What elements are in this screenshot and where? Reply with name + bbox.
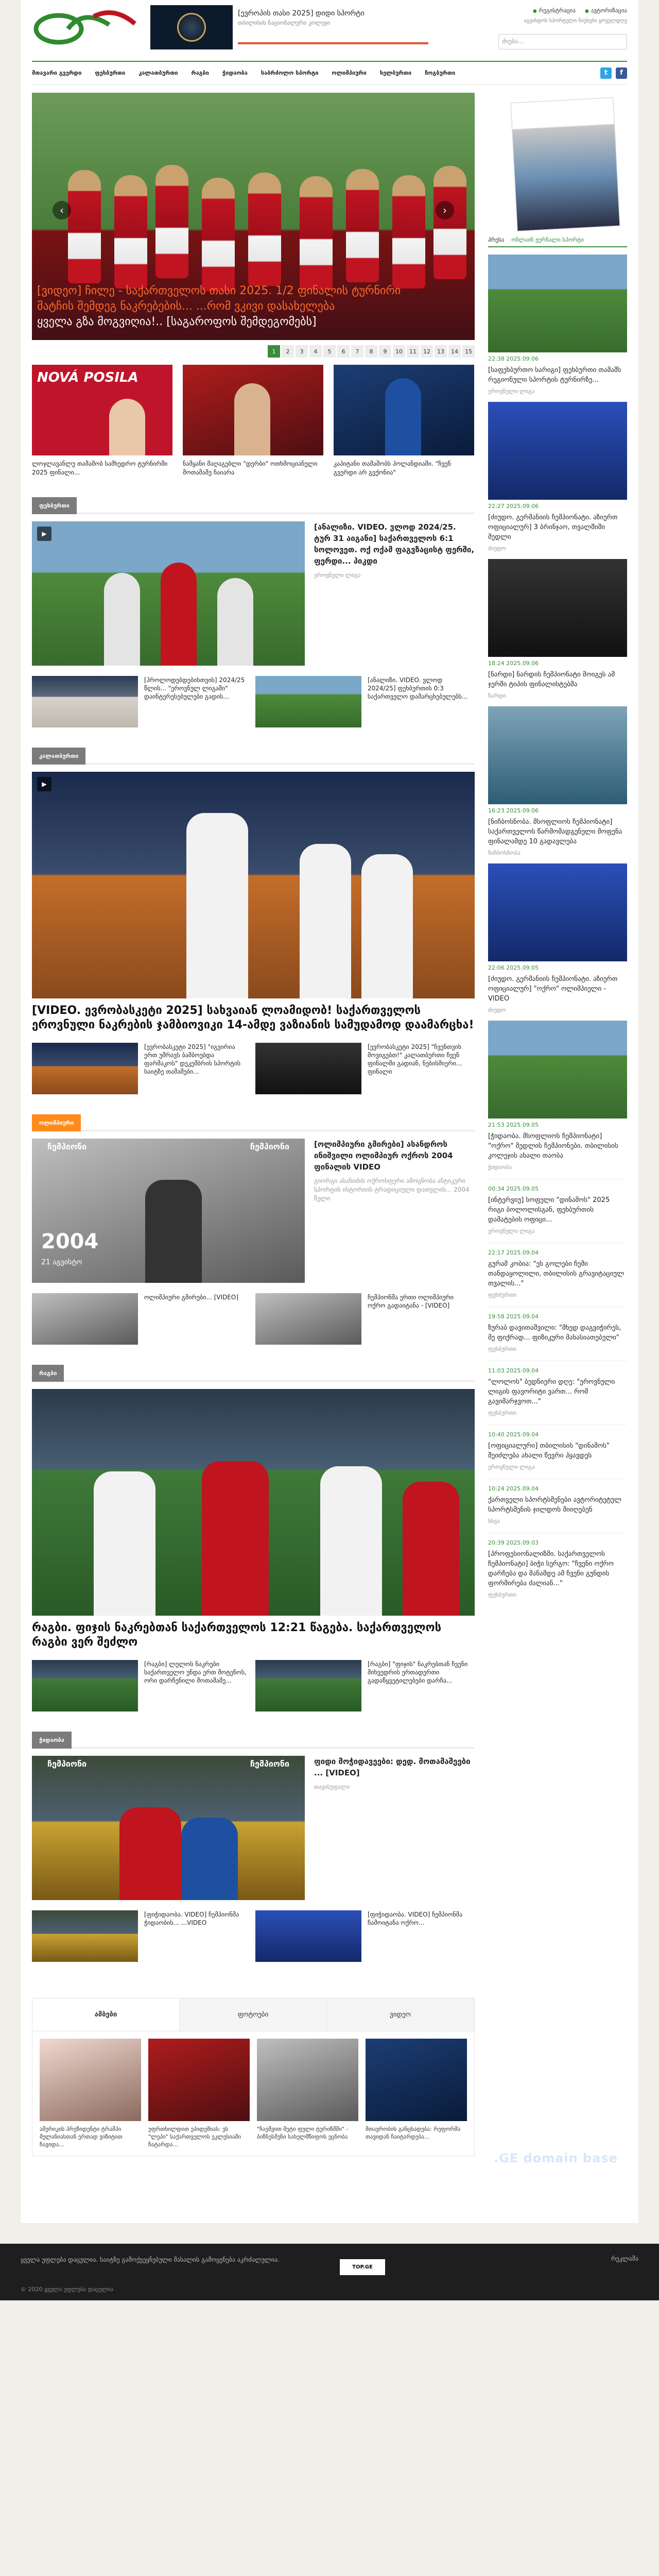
section-item-image: [255, 1043, 361, 1094]
news-title: [ოფიციალური] თბილისის "დინამოს" შეიძლება ახალი წევრი ჰყავდეს: [488, 1442, 610, 1460]
pager-page[interactable]: 2: [282, 345, 294, 358]
section-item-title: [ანალიზი. VIDEO. ვლოდ 2024/25] ფეხბურთის 0:3 საქართველო დამარცხებულებს...: [368, 676, 468, 700]
news-timestamp: 22:38 2025.09.06: [488, 355, 539, 362]
footer-copyright-note: ყველა უფლება დაცულია. საიტზე გამოქვეყნებული მასალის გამოყენება აკრძალულია.: [21, 2256, 280, 2263]
section-main-image[interactable]: [32, 521, 305, 666]
pager-page[interactable]: 4: [309, 345, 322, 358]
tile-image: [183, 365, 323, 455]
news-timestamp: 10:24 2025.09.04: [488, 1485, 539, 1492]
magazine-cover[interactable]: [511, 97, 620, 231]
section-main-image[interactable]: [32, 772, 475, 998]
news-image: [488, 706, 627, 804]
section-item-image: [32, 676, 138, 727]
login-link[interactable]: ● ავტორიზაცია: [585, 7, 627, 14]
section-description: გიორგი ასანიძის ოქროსფერი ამოცნობა ანტიკური სპორტის ისტორიის ტრადიციული დათვლის... 2004 წელი: [314, 1177, 470, 1202]
section-item-title: [ევრობასკეტი 2025] "იგვირია ერთ უმრავს ბამბოებდა ფარმაკოს" დეკემბრის სპორტის საიტზე თამაშები...: [144, 1043, 241, 1075]
site-header: [32, 0, 627, 61]
news-timestamp: 00:34 2025.09.05: [488, 1185, 539, 1192]
nav-rugby[interactable]: რაგბი: [191, 70, 209, 76]
news-timestamp: 22:06 2025.09.05: [488, 964, 539, 971]
pager-page[interactable]: 8: [365, 345, 377, 358]
pager-page[interactable]: 3: [296, 345, 308, 358]
section-item-title: [ევრობასკეტი 2025] "ჩვენთვის მოვიგებთ!" კალათბურთი ჩვენ ფინალში გადიან, ნებისმიერი... ფინალი: [368, 1043, 462, 1075]
section-tag[interactable]: კალათბურთი: [32, 748, 85, 765]
pager-page[interactable]: 15: [462, 345, 475, 358]
news-category: სხვა: [488, 1518, 500, 1524]
section-item[interactable]: [255, 1293, 472, 1345]
news-category: ფეხბურთი: [488, 1591, 517, 1598]
section-tag[interactable]: ფეხბურთი: [32, 497, 77, 514]
section-headline[interactable]: რაგბი. ფიჯის ნაკრებთან საქართველოს 12:21 წაგება. საქართველოს რაგბი ვერ შეძლო: [32, 1621, 442, 1649]
tile-caption: ლოჯლავანლუ თამაშობ სამხედრო ტურნირში 2025 ფინალი...: [32, 460, 168, 476]
section-item-title: ჩემპიონმა ერთი ოლიმპიური ოქრო გადაიტანა - [VIDEO]: [368, 1294, 454, 1309]
ad-subtitle: თბილისის ნაციონალური კოლეჯი: [238, 20, 331, 26]
section-item[interactable]: [32, 1660, 248, 1711]
sidebar-text-news[interactable]: [488, 1533, 627, 1598]
partner-news-box: [32, 1998, 475, 2156]
pager-page[interactable]: 9: [379, 345, 391, 358]
sidebar-text-news[interactable]: [488, 1479, 627, 1524]
main-column: [32, 93, 475, 2156]
news-timestamp: 20:39 2025.09.03: [488, 1539, 539, 1546]
site-footer: [0, 2244, 659, 2300]
image-overlay-text: ჩემპიონი ჩემპიონი: [47, 1759, 289, 1769]
section-tag[interactable]: ოლიმპიური: [32, 1114, 81, 1131]
sidebar-text-news[interactable]: [488, 1307, 627, 1352]
sidebar-text-news[interactable]: [488, 1361, 627, 1416]
section-item[interactable]: [255, 1043, 472, 1094]
section-headline[interactable]: [VIDEO. ევრობასკეტი 2025] სახვაიან ლოამიდობ! საქართველოს ეროვნული ნაკრების ჯამბიოვიკი 14-ამდე ვაზიანის სამუდამოდ დაამარცხა!: [32, 1004, 474, 1031]
sidebar-news-list: [488, 255, 627, 1598]
pager-page[interactable]: 1: [268, 345, 280, 358]
pager-page[interactable]: 12: [421, 345, 433, 358]
partner-item[interactable]: [257, 2039, 358, 2148]
slider-prev-icon[interactable]: ‹: [53, 201, 71, 219]
news-category: ძიუდო: [488, 545, 506, 552]
sidebar-news-item[interactable]: [488, 402, 627, 552]
news-title: [პროფესიონალიზმი. საქართველოს ჩემპიონატი] ბიჭი სერგო: "ჩვენი ოქრო დარჩება და მანამდე ამ ჩვენი გუნდის ფორმირება ძალიან...": [488, 1550, 614, 1587]
tile-image: NOVÁ POSILA: [32, 365, 172, 455]
site-logo[interactable]: [32, 6, 140, 47]
slider-pager: [32, 345, 475, 358]
magazine-block[interactable]: [488, 93, 627, 247]
play-icon: ▶: [37, 527, 51, 541]
section-item-image: [32, 1293, 138, 1345]
news-image: [488, 255, 627, 352]
slider-title[interactable]: [ვიდეო] ჩილე - საქართველოს თასი 2025. 1/2 ფინალის ტურნირი მატჩის შემდეგ ნაკრებების... ...რომ ვკივი დასახელება ყველა გზა მოგვიღია!.. [საგაროფოს შემდეგომებს]: [37, 284, 401, 328]
section-main-image[interactable]: [32, 1389, 475, 1616]
partner-item-title: "ჩაეშვით მეტი ფული ტურიზმში" - ბიზნესმენი სახელმწიფოს ეცნობა: [257, 2126, 349, 2140]
nav-handball[interactable]: ხელბურთი: [379, 70, 412, 76]
section-header-rugby: [32, 1359, 475, 1382]
news-title: [ნარდი] ნარდის ჩემპიონატი მოიგეს ამ ჯერში ტიპის ფინალისტებმა: [488, 671, 615, 688]
partner-tab[interactable]: ამბები: [32, 1998, 180, 2031]
section-item-image: [32, 1660, 138, 1711]
nav-combat[interactable]: საბრძოლო სპორტი: [261, 70, 319, 76]
partner-item-image: [257, 2039, 358, 2121]
section-source: თავისუფალი: [314, 1784, 350, 1790]
pager-page[interactable]: 5: [323, 345, 336, 358]
slider-next-icon[interactable]: ›: [436, 201, 454, 219]
section-source: ეროვნული ლიგა: [314, 572, 361, 579]
main-nav: [32, 61, 627, 84]
news-title: [ძიუდო. გერმანიის ჩემპიონატი. აზიერთ ოფიციალურ] "ოქრო" ოლიმპიელი - VIDEO: [488, 975, 618, 1003]
footer-ads-link[interactable]: რეკლამა: [611, 2255, 638, 2262]
news-title: [ნიჩბოსნობა. მსოფლიოს ჩემპიონატი] საქართველოს წარმომადგენელი მოფენა ფინალამდე 10 გადავლება: [488, 818, 622, 845]
nav-wrestling[interactable]: ჭიდაობა: [222, 70, 248, 76]
ge-domain-logo[interactable]: .GE domain base: [493, 2151, 618, 2165]
news-category: ეროვნული ლიგა: [488, 1464, 535, 1470]
news-category: ფეხბურთი: [488, 1410, 517, 1416]
section-headline[interactable]: ფიდი მოჭიდავეები: დედ. მოთამაშეები ... [VIDEO]: [314, 1757, 471, 1777]
news-image: [488, 559, 627, 657]
pager-page[interactable]: 10: [393, 345, 405, 358]
section-header-olympic: [32, 1109, 475, 1131]
nav-olympic[interactable]: ოლიმპიური: [332, 70, 367, 76]
news-timestamp: 10:40 2025.09.04: [488, 1431, 539, 1438]
magazine-label: პრესა: [488, 236, 505, 243]
section-item-image: [255, 676, 361, 727]
news-category: ფეხბურთი: [488, 1346, 517, 1352]
section-main-image[interactable]: [32, 1756, 305, 1900]
section-item[interactable]: [32, 1910, 248, 1962]
news-image: [488, 402, 627, 500]
section-item-image: [255, 1293, 361, 1345]
news-category: ნარდი: [488, 692, 506, 699]
news-timestamp: 21:53 2025.09.05: [488, 1122, 539, 1128]
image-overlay-text: ჩემპიონი ჩემპიონი: [47, 1142, 289, 1151]
news-timestamp: 22:17 2025.09.04: [488, 1249, 539, 1256]
partner-item-title: უფრთხილდით ეპიდემიას: ეს "ლეპი" საქართველოს ეკლესიაში ჩატარდა...: [148, 2126, 241, 2148]
news-timestamp: 22:27 2025.09.06: [488, 503, 539, 510]
twitter-icon[interactable]: t: [600, 67, 612, 79]
news-category: ეროვნული ლიგა: [488, 1228, 535, 1234]
pager-page[interactable]: 7: [351, 345, 363, 358]
partner-item[interactable]: [148, 2039, 250, 2148]
pager-page[interactable]: 6: [337, 345, 350, 358]
sidebar-news-item[interactable]: [488, 1021, 627, 1171]
section-headline[interactable]: [ოლიმპიური გმირები] ასანდროს ინიშვილი ოლიმპიურ ოქროს 2004 ფინალის VIDEO: [314, 1140, 453, 1172]
pager-page[interactable]: 13: [435, 345, 447, 358]
ad-accent-bar: [238, 42, 428, 44]
news-title: [ინტერვიუ] სოფელი "დინამოს" 2025 რიგი ბოლოლისგან, ფეხბურთის დამატების ოფიცი...: [488, 1196, 610, 1224]
news-category: ნიჩბოსნობა: [488, 850, 521, 856]
news-title: გურამ კობია: "ეს გოლები ჩემი თანდაყოლილი, თბილისის გრავიტაციულ თვალის...": [488, 1260, 625, 1287]
section-header-wrestling: [32, 1726, 475, 1749]
section-item-image: [32, 1043, 138, 1094]
section-item-image: [32, 1910, 138, 1962]
sidebar-news-item[interactable]: [488, 255, 627, 395]
image-year: 2004 21 აგვისტო: [41, 1230, 99, 1266]
section-item-image: [255, 1660, 361, 1711]
tile-image: [334, 365, 474, 455]
magazine-link[interactable]: ონლაინ ჟურნალი სპორტი: [511, 236, 584, 243]
section-item-title: [რაგბი] "ფიჯის" ნაკრებთან ჩვენი მიხვედრის ერთადერთი გადაწყვეტილებები დარჩა...: [368, 1660, 468, 1684]
news-category: ჭიდაობა: [488, 1164, 512, 1171]
nav-basketball[interactable]: კალათბურთი: [138, 70, 178, 76]
section-item-image: [255, 1910, 361, 1962]
partner-item-image: [148, 2039, 250, 2121]
news-title: ქართველი სპორტსმენები ავტორიტეტულ სპორტსმენის ჯილდოს მიიღებენ: [488, 1496, 621, 1514]
partner-item[interactable]: [40, 2039, 141, 2148]
section-item-title: [ჰროლოდებდებისთვის] 2024/25 წლის... "ეროვნულ ლიგაში" დაინტერესებულები გადის...: [144, 676, 245, 700]
partner-item-image: [40, 2039, 141, 2121]
section-tag[interactable]: რაგბი: [32, 1365, 64, 1382]
section-item-title: [ფიჭიდაობა. VIDEO] ჩემპიონმა ჭიდაობის... ...VIDEO: [144, 1911, 239, 1926]
partner-item[interactable]: [366, 2039, 467, 2148]
pager-page[interactable]: 11: [407, 345, 419, 358]
news-timestamp: 16:23 2025.09.06: [488, 807, 539, 814]
section-item[interactable]: [255, 676, 472, 727]
news-category: ეროვნული ლიგა: [488, 388, 535, 395]
sidebar-text-news[interactable]: [488, 1179, 627, 1234]
section-item[interactable]: [32, 1293, 248, 1345]
section-main-image[interactable]: [32, 1139, 305, 1283]
news-timestamp: 18:24 2025.09.06: [488, 660, 539, 667]
sidebar-text-news[interactable]: [488, 1425, 627, 1470]
partner-item-title: ამერიკის პრეზიდენტი ტრამპი მელანიასთან ერთად ვიზიტით ჩავიდა...: [40, 2126, 123, 2148]
featured-tile[interactable]: [334, 365, 474, 477]
search-input[interactable]: ძიება...: [498, 34, 627, 49]
visitor-counter[interactable]: TOP.GE: [340, 2259, 385, 2275]
news-title: [ჭიდაობა. მსოფლიოს ჩემპიონატი] "ოქრო" მედლის ჩემპიონები. თბილისის კოლეჯის ახალი თაობა: [488, 1132, 618, 1160]
news-title: [ძიუდო. გერმანიის ჩემპიონატი. აზიერთ ოფიციალურ] 3 ბრინჯაო, თვალშიში მედლი: [488, 514, 618, 541]
section-item[interactable]: [32, 1043, 248, 1094]
news-timestamp: 11:03 2025.09.04: [488, 1367, 539, 1374]
news-category: ფეხბურთი: [488, 1292, 517, 1298]
news-category: ძიუდო: [488, 1007, 506, 1013]
featured-tile[interactable]: [183, 365, 323, 477]
sidebar-news-item[interactable]: [488, 706, 627, 856]
nav-football[interactable]: ფეხბურთი: [95, 70, 126, 76]
featured-tile[interactable]: [32, 365, 172, 477]
section-item[interactable]: [32, 676, 248, 727]
section-item[interactable]: [255, 1660, 472, 1711]
pager-page[interactable]: 14: [448, 345, 461, 358]
partner-item-title: მთავრობის განცხადება: რეფორმა თავიდან ჩაიტარდება...: [366, 2126, 461, 2140]
nav-tennis[interactable]: ჩოგბურთი: [425, 70, 456, 76]
tile-caption: ნამყანი მაღაგებლი "დერბი" ოთხმოციანელი მოთამაშე ჩაიარა: [183, 460, 318, 476]
section-item-title: ოლიმპიური გმირები... [VIDEO]: [144, 1294, 238, 1301]
news-image: [488, 863, 627, 961]
news-title: ზურაბ დავითაშვილი: "მხედ დაგვიჭირეს, მე ფიქრად... ფიზიკური მახასიათებელი": [488, 1324, 621, 1342]
sidebar-text-news[interactable]: [488, 1243, 627, 1298]
section-tag[interactable]: ჭიდაობა: [32, 1732, 72, 1749]
news-title: "ლოლოს" ბედნიერი დღე: "ეროვნული ლიგის ფავორიტი ვართ... რომ გავიმარჯვოთ...": [488, 1378, 615, 1405]
header-note: აგვისტოს სპორტული ნიუსები ყოველდღე: [524, 18, 627, 24]
nav-home[interactable]: მთავარი გვერდი: [32, 70, 82, 76]
ad-title: [ევროპის თასი 2025] დიდი სპორტი: [238, 9, 365, 18]
sidebar-news-item[interactable]: [488, 559, 627, 699]
partner-item-image: [366, 2039, 467, 2121]
news-timestamp: 19:58 2025.09.04: [488, 1313, 539, 1320]
partner-tab[interactable]: ფოტოები: [180, 1998, 327, 2031]
sidebar: [488, 93, 627, 2156]
section-item[interactable]: [255, 1910, 472, 1962]
section-item-title: [რაგბი] ლელოს ნაკრები საქართველო უნდა ერთ მოტენოს, ორი დარჩენილი მოთამაშე...: [144, 1660, 247, 1684]
hero-slider[interactable]: [32, 93, 475, 340]
footer-copyright: © 2020 ყველა უფლება დაცულია: [21, 2286, 114, 2293]
register-link[interactable]: ● რეგისტრაცია: [533, 7, 576, 14]
section-item-title: [ფიჭიდაობა. VIDEO] ჩემპიონმა ჩამოიტანა ოქრო...: [368, 1911, 463, 1926]
section-headline[interactable]: [ანალიზი. VIDEO. ვლოდ 2024/25. ტურ 31 აიგანი] საქართველოს 6:1 სოლოვეთ. ოქ ოქამ ფაგვზაცისტ ფერში, ფერდი... პიკდი: [314, 522, 475, 566]
sidebar-news-item[interactable]: [488, 863, 627, 1013]
tile-caption: კაპიტანი თამაშობს ჰოლანდიაში. "ჩვენ გვერდი არ გვქონია": [334, 460, 451, 476]
ad-thumbnail: [150, 5, 233, 49]
facebook-icon[interactable]: f: [616, 67, 627, 79]
featured-tiles: [32, 365, 475, 477]
section-header-football: [32, 492, 475, 514]
news-image: [488, 1021, 627, 1118]
section-header-basketball: [32, 742, 475, 765]
news-title: [საფეხბურთო სარიგი] ფეხბურთი თამაშს რეგიონული სპორტის ტურნირზე...: [488, 366, 621, 384]
play-icon: ▶: [37, 777, 51, 791]
partner-tab[interactable]: ვიდეო: [327, 1998, 474, 2031]
